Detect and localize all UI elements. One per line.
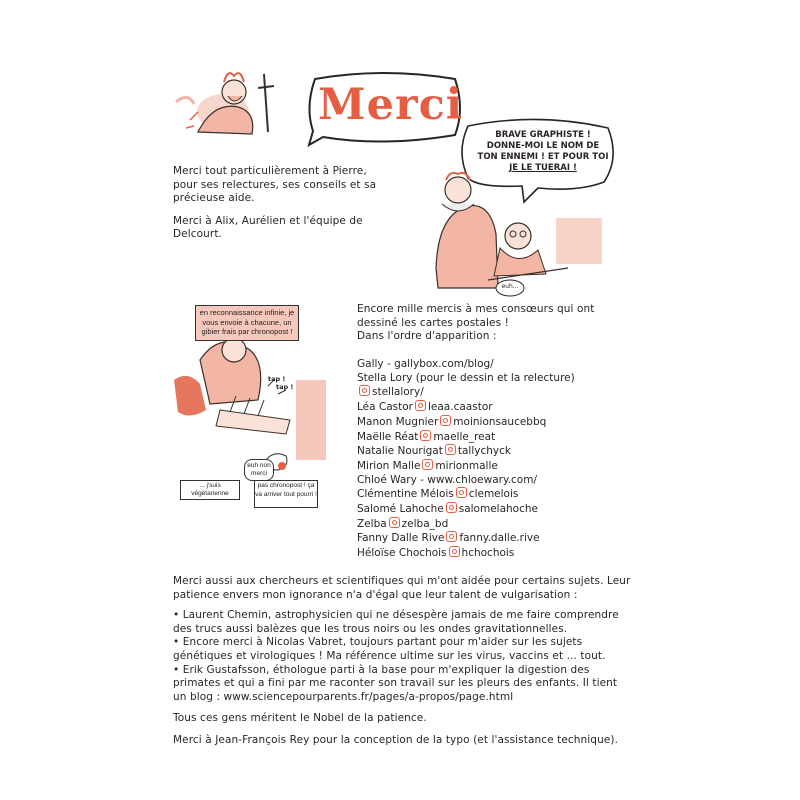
instagram-icon [456,487,467,498]
list-item: Fanny Dalle Rive fanny.dalle.rive [357,532,540,545]
list-item: Clémentine Mélois clemelois [357,488,519,501]
euh-non-merci-bubble: euh non merci [244,459,274,481]
intro-paragraph-delcourt: Merci à Alix, Aurélien et l'équipe de Delcourt. [173,214,363,241]
list-item: Natalie Nourigat tallychyck [357,445,511,458]
list-item: Maëlle Réat maelle_reat [357,430,496,443]
instagram-icon [440,415,451,426]
list-item: Mirion Malle mirionmalle [357,459,498,472]
researchers-section [173,575,633,748]
list-item: Léa Castor leaa.caastor [357,401,493,414]
graphiste-speech: BRAVE GRAPHISTE ! DONNE-MOI LE NOM DE TON ENNEMI ! ET POUR TOI JE LE TUERAI ! [477,130,609,173]
instagram-icon [446,531,457,542]
list-item: Chloé Wary - www.chloewary.com/ [357,473,537,486]
instagram-icon [389,517,400,528]
researchers-intro: Merci aussi aux chercheurs et scientifiques qui m'ont aidée pour certains sujets. Leur patience envers mon ignorance n'a d'égal que leur talent de vulgarisation : [173,575,631,601]
warrior-illustration [168,62,308,147]
list-item: Zelba zelba_bd [357,517,449,530]
researcher-vabret: • Encore merci à Nicolas Vabret, toujours partant pour m'aider sur les sujets génétiques et virologiques ! Ma référence ultime sur les virus, vaccins et ... tout. [173,636,606,662]
instagram-icon [446,502,457,513]
vegetarian-caption: ... j'suis végétarienne [180,480,240,500]
researcher-gustafsson: • Erik Gustafsson, éthologue parti à la base pour m'expliquer la digestion des primates et qui a fini par me raconter son travail sur les pleurs des enfants. Il tient un blog : www.sciencepourparents.fr/pages/a-propos/page.html [173,663,618,703]
chronopost-caption: pas chronopost ! ça va arriver tout pourri ! [254,480,318,508]
instagram-icon [415,400,426,411]
typo-credit: Merci à Jean-François Rey pour la conception de la typo (et l'assistance technique). [173,733,619,746]
instagram-icon [449,546,460,557]
nobel-line: Tous ces gens méritent le Nobel de la patience. [173,712,427,725]
instagram-icon [420,430,431,441]
list-item: stellalory/ [357,385,575,400]
list-item: Manon Mugnier moinionsaucebbq [357,415,547,428]
instagram-icon [445,444,456,455]
euh-small-bubble: euh... [501,283,519,290]
postcard-caption-top: en reconnaissance infinie, je vous envoie à chacune, un gibier frais par chronopost ! [195,305,299,341]
intro-paragraph-pierre: Merci tout particulièrement à Pierre, pour ses relectures, ses conseils et sa précieuse aide. [173,165,377,205]
instagram-icon [359,385,370,396]
researcher-chemin: • Laurent Chemin, astrophysicien qui ne désespère jamais de me faire comprendre des trucs aussi balèzes que les trous noirs ou les ondes gravitationnelles. [173,609,619,635]
intro-text [173,165,378,242]
instagram-icon [422,459,433,470]
list-item: Gally - gallybox.com/blog/ [357,358,494,370]
thanks-intro: Encore mille mercis à mes consœurs qui ont dessiné les cartes postales ! Dans l'ordre d'apparition : [357,303,595,343]
list-item: Héloïse Chochois hchochois [357,547,515,560]
tap-sfx: tap ! tap ! [268,375,294,391]
list-item: Salomé Lahoche salomelahoche [357,503,538,516]
list-item: Stella Lory (pour le dessin et la relecture) [357,371,575,384]
page-title: Merci [318,80,464,130]
contributor-list [357,358,575,561]
